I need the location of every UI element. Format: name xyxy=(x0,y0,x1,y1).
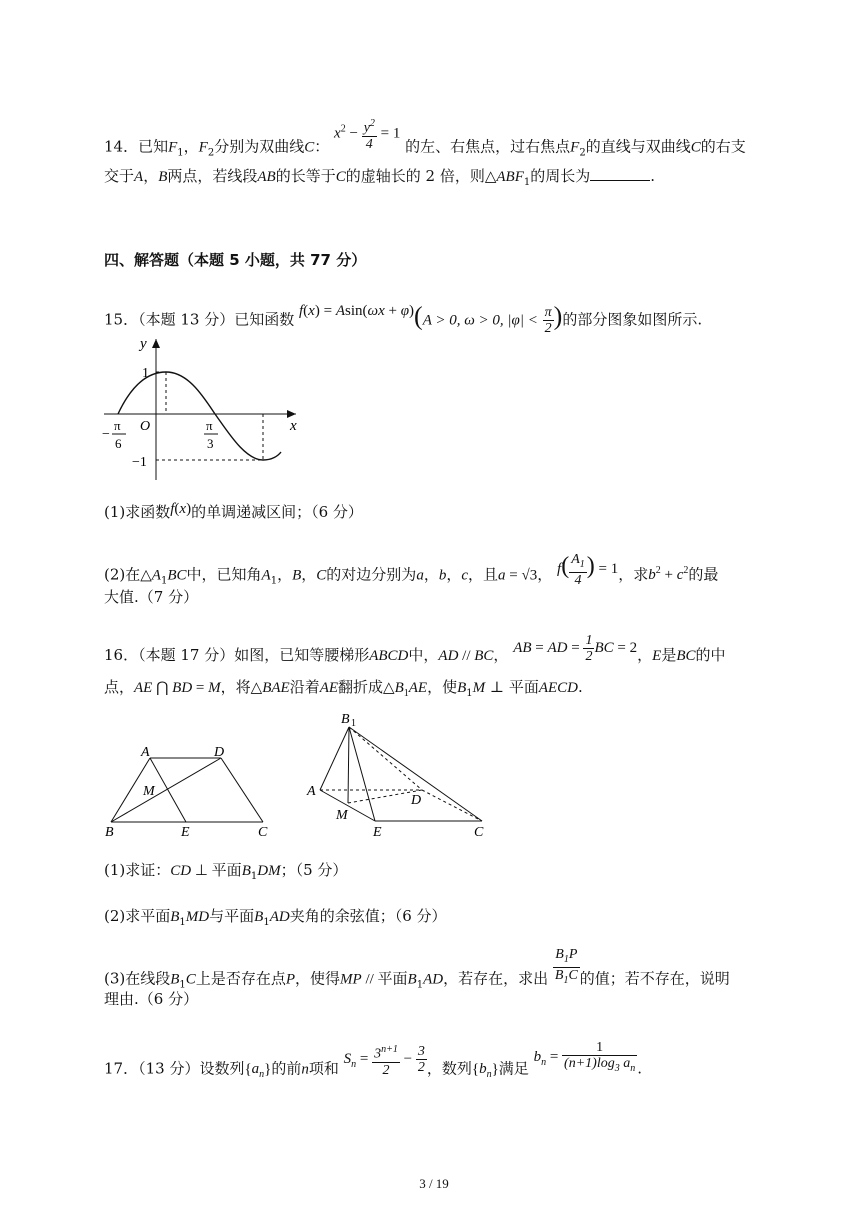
fig2-label-B1: B xyxy=(341,712,350,727)
q15-part2-line1: (2)在$\triangle A_1BC$中，已知角$A_1$，B，C的对边分别为a，b，c，且a = √3， f( $\frac{A_1}{4}$ ) = 1，求$b^2 + c^2$的最 xyxy=(104,552,719,588)
fig2-label-C: C xyxy=(474,825,484,840)
q14-line2: 交于A，B两点，若线段AB的长等于C的虚轴长的 2 倍，则$\triangle ABF_1$的周长为 . xyxy=(104,167,656,188)
q17-line1: 17．（13 分）设数列$\{a_n\}$的前n项和 $S_n$ = $\frac{3^{n+1}}{2}$ − $\frac{3}{2}$ ，数列$\{b_n\}$满足 $b_n$ = $\frac{1}{(n+1)\log_3 a_n}$ . xyxy=(104,1040,642,1081)
fig1-label-D: D xyxy=(214,745,225,760)
page-number: 3 / 19 xyxy=(419,1176,449,1191)
function-definition: f(x) = Asin(ωx + φ) xyxy=(299,302,415,319)
x-axis-arrow xyxy=(287,410,296,418)
y-axis-arrow xyxy=(152,339,160,348)
fig1-label-B: B xyxy=(105,825,114,840)
answer-blank xyxy=(590,166,650,181)
origin-label: O xyxy=(140,419,151,434)
fig1-label-C: C xyxy=(258,825,268,840)
fig2-label-B1-sub: 1 xyxy=(351,718,356,729)
fig1-label-A: A xyxy=(141,745,150,760)
hyperbola-equation: $x^2$ − $\frac{y^2}{4}$ = 1 xyxy=(334,118,401,152)
y-tick-neg1: −1 xyxy=(132,455,147,470)
sine-curve xyxy=(118,372,281,460)
fig1-label-M: M xyxy=(143,784,155,799)
q16-part3-line1: (3)在线段$B_1C$上是否存在点P，使得MP // 平面$B_1AD$，若存在，求出 $\frac{B_1P}{B_1C}$ 的值；若不存在，说明 xyxy=(104,947,730,991)
x-tick-left-den: 6 xyxy=(115,436,122,451)
fig2-label-M: M xyxy=(336,808,348,823)
q16-line1: 16．（本题 17 分）如图，已知等腰梯形ABCD中，AD // BC， AB = AD = $\frac{1}{2}$ BC = 2，E是BC的中 xyxy=(104,633,726,664)
q16-part2: (2)求平面$B_1MD$与平面$B_1AD$夹角的余弦值；（6 分） xyxy=(104,907,447,928)
q16-part3-line2: 理由.（6 分） xyxy=(104,990,199,1008)
fig2-label-A: A xyxy=(307,784,316,799)
q16-part1: (1)求证：CD ⊥ 平面$B_1DM$；（5 分） xyxy=(104,861,348,882)
fig2-label-D: D xyxy=(411,793,422,808)
section-heading: 四、解答题（本题 5 小题，共 77 分） xyxy=(104,251,367,269)
q15-part2-line2: 大值.（7 分） xyxy=(104,588,199,606)
x-tick-left-num: π xyxy=(114,418,121,433)
x-tick-right-den: 3 xyxy=(207,436,214,451)
x-axis-label: x xyxy=(290,418,297,434)
y-tick-1: 1 xyxy=(142,366,149,381)
q14-line1: 14．已知$F_1$，$F_2$分别为双曲线C： $x^2$ − $\frac{y^2}{4}$ = 1 的左、右焦点，过右焦点$F_2$的直线与双曲线C的右支 xyxy=(104,118,746,159)
q16-line2: 点，AE ⋂ BD = M，将△BAE沿着AE翻折成$\triangle B_1AE$，使$B_1M$ ⊥ 平面AECD. xyxy=(104,678,583,699)
x-tick-right-num: π xyxy=(206,418,213,433)
fig2-label-E: E xyxy=(373,825,382,840)
f-condition: f( $\frac{A_1}{4}$ ) = 1 xyxy=(557,552,619,588)
q15-part1: (1)求函数f(x)的单调递减区间；（6 分） xyxy=(104,501,363,521)
y-axis-label: y xyxy=(140,336,147,352)
q15-line1: 15．（本题 13 分）已知函数 f(x) = Asin(ωx + φ)(A > 0, ω > 0, |φ| < $\frac{\pi}{2}$ )的部分图象如图所示. xyxy=(104,301,703,336)
folded-figure xyxy=(320,727,482,821)
x-tick-neg-sign: − xyxy=(102,427,110,442)
fig1-label-E: E xyxy=(181,825,190,840)
trapezoid-figure xyxy=(111,758,263,822)
